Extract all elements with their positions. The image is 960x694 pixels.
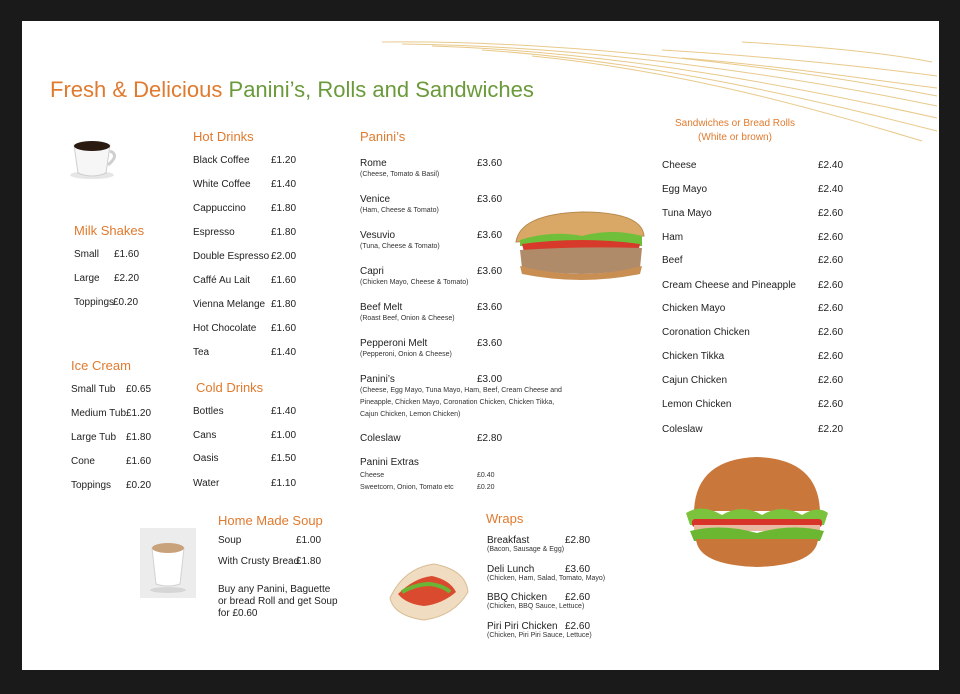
sandwiches-heading [650, 117, 820, 145]
menu-item-name: Double Espresso [193, 251, 270, 262]
menu-item-name: Toppings [74, 297, 115, 308]
menu-item-price: £1.10 [271, 478, 297, 489]
menu-item-price: £1.80 [271, 299, 297, 310]
menu-item-price: £2.60 [818, 303, 844, 314]
menu-item-price: £3.60 [477, 302, 503, 313]
menu-item-name: Breakfast [487, 535, 530, 546]
menu-item-price: £2.60 [818, 327, 844, 338]
menu-item-desc: (Chicken Mayo, Cheese & Tomato) [360, 279, 469, 286]
menu-item-price: £1.20 [126, 408, 152, 419]
menu-item-price: £1.00 [271, 430, 297, 441]
menu-item-desc: (Chicken, Piri Piri Sauce, Lettuce) [487, 632, 592, 639]
menu-item-name: Hot Chocolate [193, 323, 257, 334]
ice-cream-heading: Ice Cream [71, 358, 131, 373]
menu-item-price: £2.20 [114, 273, 140, 284]
menu-item-name: Cream Cheese and Pineapple [662, 280, 796, 291]
menu-item-price: £0.20 [126, 480, 152, 491]
menu-item-desc: (Chicken, BBQ Sauce, Lettuce) [487, 603, 585, 610]
sub-sandwich-icon [512, 206, 648, 284]
menu-item-price: £1.60 [114, 249, 140, 260]
menu-item-name: Vienna Melange [193, 299, 266, 310]
hot-drinks-heading: Hot Drinks [193, 129, 254, 144]
menu-item-name: Panini’s [360, 374, 395, 385]
wraps-heading: Wraps [486, 511, 524, 526]
menu-item-price: £2.60 [565, 621, 591, 632]
menu-item-name: Chicken Tikka [662, 351, 725, 362]
menu-item-price: £2.60 [818, 351, 844, 362]
menu-item-name: Vesuvio [360, 230, 396, 241]
menu-item-name: Venice [360, 194, 391, 205]
menu-item-name: Soup [218, 535, 242, 546]
menu-item-desc: Cajun Chicken, Lemon Chicken) [360, 411, 461, 418]
menu-item-desc: (Tuna, Cheese & Tomato) [360, 243, 440, 250]
menu-item-price: £2.40 [818, 184, 844, 195]
menu-item-price: £1.60 [271, 275, 297, 286]
menu-item-price: £2.40 [818, 160, 844, 171]
menu-item-price: £2.60 [818, 208, 844, 219]
menu-item-name: Caffé Au Lait [193, 275, 251, 286]
menu-item-name: Coleslaw [662, 424, 703, 435]
menu-item-desc: (Chicken, Ham, Salad, Tomato, Mayo) [487, 575, 606, 582]
soup-heading: Home Made Soup [218, 513, 323, 528]
menu-item-name: Tea [193, 347, 210, 358]
menu-item-name: Ham [662, 232, 684, 243]
menu-item-price: £1.00 [296, 535, 322, 546]
menu-item-name: Cheese [662, 160, 697, 171]
title-part1: Fresh & Delicious [50, 77, 223, 102]
menu-item-name: Small Tub [71, 384, 116, 395]
menu-item-price: £1.40 [271, 179, 297, 190]
menu-item-price: £2.60 [818, 232, 844, 243]
menu-item-price: £3.60 [477, 266, 503, 277]
menu-item-price: £3.60 [477, 194, 503, 205]
menu-item-price: £2.80 [565, 535, 591, 546]
menu-item-price: £2.60 [818, 399, 844, 410]
milk-shakes-heading: Milk Shakes [74, 223, 145, 238]
menu-item-name: Bottles [193, 406, 224, 417]
menu-item-price: £1.50 [271, 453, 297, 464]
menu-item-price: £1.60 [271, 323, 297, 334]
menu-item-desc: (Pepperoni, Onion & Cheese) [360, 351, 452, 358]
menu-item-desc: Pineapple, Chicken Mayo, Coronation Chicken, Chicken Tikka, [360, 399, 555, 406]
menu-item-name: Espresso [193, 227, 235, 238]
menu-item-name: Lemon Chicken [662, 399, 732, 410]
menu-item-price: £0.65 [126, 384, 152, 395]
menu-item-name: Beef Melt [360, 302, 403, 313]
soup-offer-note: Buy any Panini, Baguette or bread Roll and get Soup for £0.60 [218, 584, 338, 619]
panini-extras-heading: Panini Extras [360, 457, 419, 468]
menu-item-price: £0.20 [113, 297, 139, 308]
menu-item-name: Medium Tub [71, 408, 127, 419]
menu-item-price: £3.60 [477, 230, 503, 241]
menu-item-price: £2.60 [818, 255, 844, 266]
sandwiches-heading-line2: (White or brown) [698, 132, 772, 143]
menu-item-desc: (Cheese, Egg Mayo, Tuna Mayo, Ham, Beef, Cream Cheese and [360, 387, 562, 394]
menu-item-price: £1.20 [271, 155, 297, 166]
menu-item-name: Beef [662, 255, 683, 266]
menu-item-desc: (Bacon, Sausage & Egg) [487, 546, 565, 553]
menu-item-name: Coleslaw [360, 433, 401, 444]
menu-item-name: White Coffee [193, 179, 251, 190]
burger-icon [682, 453, 832, 571]
wrap-icon [384, 558, 472, 624]
title-part2: Panini’s, Rolls and Sandwiches [228, 77, 534, 102]
menu-item-name: Tuna Mayo [662, 208, 712, 219]
menu-item-name: Cheese [360, 472, 385, 479]
menu-item-name: Cajun Chicken [662, 375, 728, 386]
soup-cup-icon [140, 528, 196, 598]
menu-item-price: £1.80 [126, 432, 152, 443]
sandwiches-heading-line1: Sandwiches or Bread Rolls [674, 118, 796, 129]
menu-item-name: Sweetcorn, Onion, Tomato etc [360, 484, 454, 491]
menu-item-name: Coronation Chicken [662, 327, 750, 338]
menu-item-price: £2.60 [818, 375, 844, 386]
menu-item-name: Small [74, 249, 100, 260]
menu-item-desc: (Roast Beef, Onion & Cheese) [360, 315, 455, 322]
menu-item-name: BBQ Chicken [487, 592, 548, 603]
menu-item-name: Chicken Mayo [662, 303, 726, 314]
menu-item-name: Water [193, 478, 220, 489]
menu-item-price: £3.60 [477, 338, 503, 349]
menu-item-name: Toppings [71, 480, 112, 491]
menu-item-price: £3.60 [565, 564, 591, 575]
menu-item-price: £0.20 [477, 484, 495, 491]
menu-item-name: Deli Lunch [487, 564, 535, 575]
menu-item-name: Piri Piri Chicken [487, 621, 558, 632]
page-title [50, 77, 534, 103]
menu-item-price: £2.80 [477, 433, 503, 444]
menu-item-price: £1.40 [271, 347, 297, 358]
menu-item-name: Black Coffee [193, 155, 250, 166]
menu-item-name: Large Tub [71, 432, 117, 443]
menu-item-price: £1.80 [296, 556, 322, 567]
menu-item-name: Rome [360, 158, 387, 169]
menu-item-price: £2.60 [565, 592, 591, 603]
cold-drinks-heading: Cold Drinks [196, 380, 264, 395]
menu-item-price: £1.40 [271, 406, 297, 417]
menu-item-name: Pepperoni Melt [360, 338, 428, 349]
menu-item-price: £1.80 [271, 203, 297, 214]
menu-item-name: Cappuccino [193, 203, 246, 214]
menu-item-name: Large [74, 273, 100, 284]
menu-item-desc: (Cheese, Tomato & Basil) [360, 171, 440, 178]
menu-item-name: Capri [360, 266, 384, 277]
menu-item-name: Oasis [193, 453, 219, 464]
menu-item-price: £2.20 [818, 424, 844, 435]
menu-item-price: £2.00 [271, 251, 297, 262]
menu-item-price: £0.40 [477, 472, 495, 479]
menu-item-desc: (Ham, Cheese & Tomato) [360, 207, 439, 214]
menu-item-name: Cone [71, 456, 95, 467]
menu-item-name: Cans [193, 430, 217, 441]
menu-item-price: £3.60 [477, 158, 503, 169]
menu-item-name: Egg Mayo [662, 184, 708, 195]
coffee-cup-icon [68, 133, 120, 181]
menu-sheet [22, 21, 939, 670]
paninis-heading: Panini’s [360, 129, 406, 144]
menu-item-price: £2.60 [818, 280, 844, 291]
menu-item-name: With Crusty Bread [218, 556, 300, 567]
menu-item-price: £1.80 [271, 227, 297, 238]
menu-item-price: £1.60 [126, 456, 152, 467]
menu-item-price: £3.00 [477, 374, 503, 385]
